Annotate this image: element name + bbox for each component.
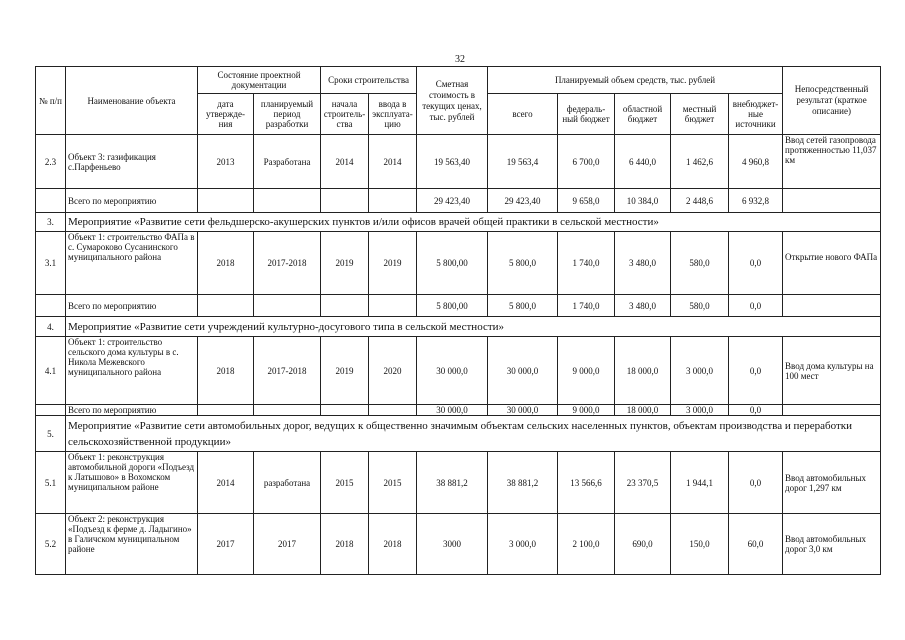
empty-cell (783, 189, 881, 213)
row-start: 2018 (321, 514, 369, 575)
row-total: 38 881,2 (488, 452, 558, 514)
header-num: № п/п (36, 67, 66, 135)
row-result: Ввод автомобильных дорог 1,297 км (783, 452, 881, 514)
header-row-1 (36, 67, 881, 94)
row-estimated-cost: 3000 (417, 514, 488, 575)
empty-cell (254, 189, 321, 213)
table-row (36, 452, 881, 514)
total-federal: 9 658,0 (558, 189, 615, 213)
row-commission: 2018 (369, 514, 417, 575)
row-object-name: Объект 3: газификация с.Парфеньево (66, 135, 198, 189)
measure-row (36, 213, 881, 232)
row-regional: 23 370,5 (615, 452, 671, 514)
row-num: 5.2 (36, 514, 66, 575)
total-label: Всего по мероприятию (66, 405, 198, 416)
row-result: Ввод сетей газопровода протяженностью 11,037 км (783, 135, 881, 189)
row-extrabudget: 60,0 (729, 514, 783, 575)
empty-cell (783, 295, 881, 317)
row-approval-date: 2013 (198, 135, 254, 189)
row-federal: 9 000,0 (558, 337, 615, 405)
row-approval-date: 2018 (198, 232, 254, 295)
header-commission: ввода в эксплуата-цию (369, 94, 417, 135)
measure-num: 3. (36, 213, 66, 232)
row-regional: 690,0 (615, 514, 671, 575)
row-total: 30 000,0 (488, 337, 558, 405)
total-regional: 18 000,0 (615, 405, 671, 416)
row-regional: 6 440,0 (615, 135, 671, 189)
row-local: 1 944,1 (671, 452, 729, 514)
table-row (36, 232, 881, 295)
row-commission: 2014 (369, 135, 417, 189)
header-extrabudget: внебюджет-ные источники (729, 94, 783, 135)
empty-cell (783, 405, 881, 416)
total-extrabudget: 6 932,8 (729, 189, 783, 213)
row-num: 5.1 (36, 452, 66, 514)
total-local: 580,0 (671, 295, 729, 317)
row-commission: 2020 (369, 337, 417, 405)
header-total: всего (488, 94, 558, 135)
row-regional: 18 000,0 (615, 337, 671, 405)
total-estimated-cost: 5 800,00 (417, 295, 488, 317)
row-num (36, 189, 66, 213)
row-commission: 2015 (369, 452, 417, 514)
header-start: начала строитель-ства (321, 94, 369, 135)
row-start: 2015 (321, 452, 369, 514)
row-local: 580,0 (671, 232, 729, 295)
row-num: 3.1 (36, 232, 66, 295)
total-estimated-cost: 29 423,40 (417, 189, 488, 213)
total-extrabudget: 0,0 (729, 405, 783, 416)
header-planned-funds: Планируемый объем средств, тыс. рублей (488, 67, 783, 94)
total-label: Всего по мероприятию (66, 189, 198, 213)
header-object-name: Наименование объекта (66, 67, 198, 135)
row-object-name: Объект 1: строительство сельского дома культуры в с. Никола Межевского муниципального района (66, 337, 198, 405)
header-federal: федераль-ный бюджет (558, 94, 615, 135)
empty-cell (198, 189, 254, 213)
row-federal: 13 566,6 (558, 452, 615, 514)
row-planned-period: 2017 (254, 514, 321, 575)
row-object-name: Объект 2: реконструкция «Подъезд к ферме д. Ладыгино» в Галичском муниципальном районе (66, 514, 198, 575)
row-estimated-cost: 30 000,0 (417, 337, 488, 405)
header-result: Непосредственный результат (краткое описание) (783, 67, 881, 135)
empty-cell (369, 295, 417, 317)
row-local: 150,0 (671, 514, 729, 575)
row-estimated-cost: 5 800,00 (417, 232, 488, 295)
empty-cell (198, 405, 254, 416)
row-federal: 2 100,0 (558, 514, 615, 575)
total-label: Всего по мероприятию (66, 295, 198, 317)
empty-cell (321, 189, 369, 213)
header-local: местный бюджет (671, 94, 729, 135)
budget-table (35, 66, 881, 575)
row-result: Открытие нового ФАПа (783, 232, 881, 295)
total-extrabudget: 0,0 (729, 295, 783, 317)
row-planned-period: Разработана (254, 135, 321, 189)
row-num: 4.1 (36, 337, 66, 405)
total-regional: 3 480,0 (615, 295, 671, 317)
empty-cell (369, 405, 417, 416)
row-approval-date: 2017 (198, 514, 254, 575)
row-extrabudget: 0,0 (729, 452, 783, 514)
empty-cell (254, 295, 321, 317)
empty-cell (198, 295, 254, 317)
row-planned-period: 2017-2018 (254, 232, 321, 295)
row-total: 3 000,0 (488, 514, 558, 575)
empty-cell (321, 405, 369, 416)
row-planned-period: 2017-2018 (254, 337, 321, 405)
total-row (36, 189, 881, 213)
table-row (36, 135, 881, 189)
row-estimated-cost: 38 881,2 (417, 452, 488, 514)
row-total: 19 563,4 (488, 135, 558, 189)
total-total: 30 000,0 (488, 405, 558, 416)
header-approval-date: дата утвержде-ния (198, 94, 254, 135)
row-num: 2.3 (36, 135, 66, 189)
row-approval-date: 2018 (198, 337, 254, 405)
total-row (36, 405, 881, 416)
measure-row (36, 416, 881, 452)
header-estimated-cost: Сметная стоимость в текущих ценах, тыс. рублей (417, 67, 488, 135)
total-regional: 10 384,0 (615, 189, 671, 213)
measure-num: 4. (36, 317, 66, 337)
measure-title: Мероприятие «Развитие сети фельдшерско-акушерских пунктов и/или офисов врачей общей практики в сельской местности» (66, 213, 881, 232)
header-construction-terms: Сроки строительства (321, 67, 417, 94)
empty-cell (369, 189, 417, 213)
total-federal: 9 000,0 (558, 405, 615, 416)
table-row (36, 514, 881, 575)
row-extrabudget: 0,0 (729, 337, 783, 405)
row-result: Ввод дома культуры на 100 мест (783, 337, 881, 405)
total-local: 3 000,0 (671, 405, 729, 416)
measure-title: Мероприятие «Развитие сети учреждений культурно-досугового типа в сельской местности» (66, 317, 881, 337)
page-number: 32 (455, 54, 465, 65)
header-regional: областной бюджет (615, 94, 671, 135)
row-federal: 1 740,0 (558, 232, 615, 295)
header-doc-state: Состояние проектной документации (198, 67, 321, 94)
total-estimated-cost: 30 000,0 (417, 405, 488, 416)
row-commission: 2019 (369, 232, 417, 295)
total-federal: 1 740,0 (558, 295, 615, 317)
measure-row (36, 317, 881, 337)
measure-num: 5. (36, 416, 66, 452)
total-local: 2 448,6 (671, 189, 729, 213)
measure-title: Мероприятие «Развитие сети автомобильных дорог, ведущих к общественно значимым объектам сельских населенных пунктов, объектам производства и переработки сельскохозяйственной продукции» (66, 416, 881, 452)
empty-cell (321, 295, 369, 317)
row-local: 3 000,0 (671, 337, 729, 405)
row-object-name: Объект 1: строительство ФАПа в с. Сумароково Сусанинского муниципального района (66, 232, 198, 295)
row-regional: 3 480,0 (615, 232, 671, 295)
row-object-name: Объект 1: реконструкция автомобильной дороги «Подъезд к Латышово» в Вохомском муниципальном районе (66, 452, 198, 514)
row-start: 2014 (321, 135, 369, 189)
row-start: 2019 (321, 232, 369, 295)
total-total: 5 800,0 (488, 295, 558, 317)
total-total: 29 423,40 (488, 189, 558, 213)
row-total: 5 800,0 (488, 232, 558, 295)
row-estimated-cost: 19 563,40 (417, 135, 488, 189)
row-federal: 6 700,0 (558, 135, 615, 189)
row-start: 2019 (321, 337, 369, 405)
row-local: 1 462,6 (671, 135, 729, 189)
header-planned-period: планируемый период разработки (254, 94, 321, 135)
row-planned-period: разработана (254, 452, 321, 514)
table-row (36, 337, 881, 405)
empty-cell (254, 405, 321, 416)
row-result: Ввод автомобильных дорог 3,0 км (783, 514, 881, 575)
row-extrabudget: 0,0 (729, 232, 783, 295)
row-approval-date: 2014 (198, 452, 254, 514)
row-num (36, 405, 66, 416)
row-num (36, 295, 66, 317)
row-extrabudget: 4 960,8 (729, 135, 783, 189)
total-row (36, 295, 881, 317)
